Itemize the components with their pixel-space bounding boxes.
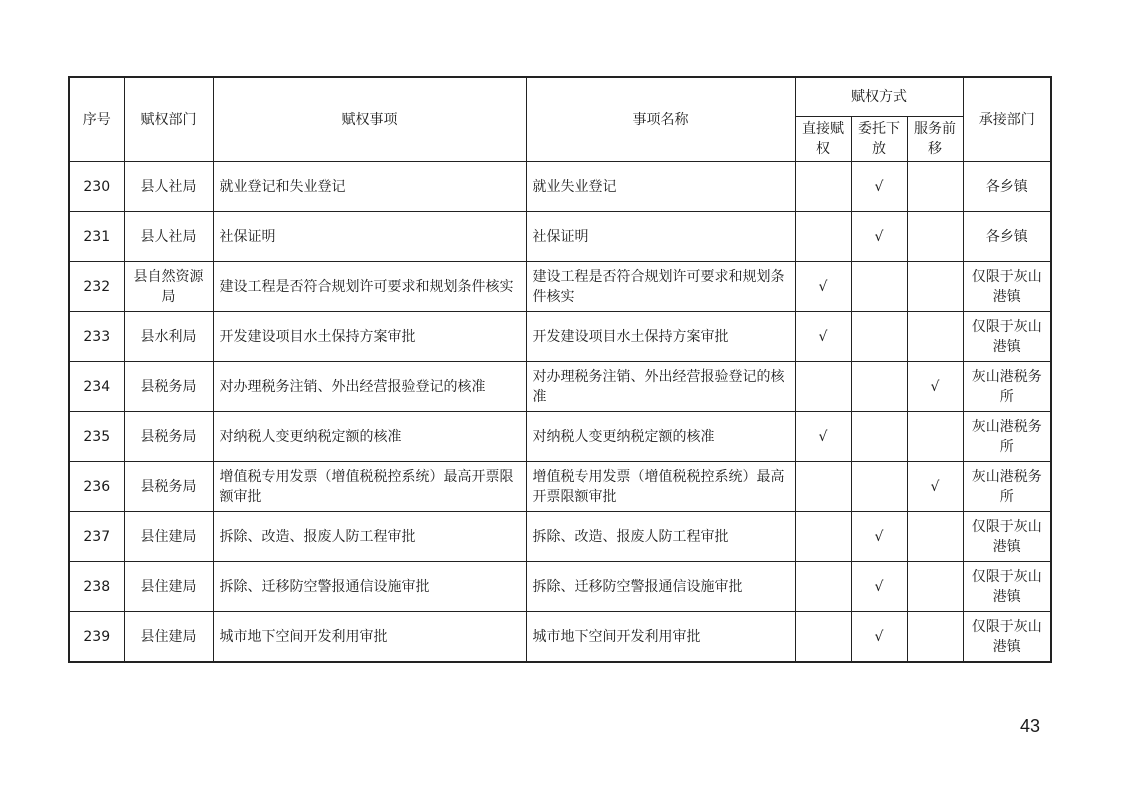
cell-receiver: 灰山港税务所: [963, 362, 1051, 412]
cell-dept: 县自然资源局: [124, 262, 213, 312]
cell-direct: [795, 562, 851, 612]
table-row: [69, 312, 1051, 362]
cell-name: 建设工程是否符合规划许可要求和规划条件核实: [526, 262, 795, 312]
cell-service: [907, 312, 963, 362]
cell-receiver: 灰山港税务所: [963, 462, 1051, 512]
cell-name: 城市地下空间开发利用审批: [526, 612, 795, 663]
cell-no: 230: [69, 162, 124, 212]
cell-entrust: [851, 312, 907, 362]
cell-name: 增值税专用发票（增值税税控系统）最高开票限额审批: [526, 462, 795, 512]
cell-direct: [795, 512, 851, 562]
table-row: [69, 262, 1051, 312]
cell-dept: 县税务局: [124, 412, 213, 462]
header-service: 服务前移: [907, 117, 963, 162]
table-row: [69, 212, 1051, 262]
cell-service: √: [907, 362, 963, 412]
cell-dept: 县住建局: [124, 612, 213, 663]
table-body: [69, 162, 1051, 663]
cell-entrust: √: [851, 562, 907, 612]
cell-service: [907, 562, 963, 612]
cell-dept: 县税务局: [124, 362, 213, 412]
cell-direct: [795, 362, 851, 412]
table-row: [69, 562, 1051, 612]
cell-no: 234: [69, 362, 124, 412]
cell-name: 对办理税务注销、外出经营报验登记的核准: [526, 362, 795, 412]
header-name: 事项名称: [526, 77, 795, 162]
cell-receiver: 各乡镇: [963, 162, 1051, 212]
cell-service: [907, 212, 963, 262]
header-dept: 赋权部门: [124, 77, 213, 162]
cell-item: 对纳税人变更纳税定额的核准: [213, 412, 526, 462]
cell-name: 开发建设项目水土保持方案审批: [526, 312, 795, 362]
cell-no: 233: [69, 312, 124, 362]
page-number: 43: [1020, 716, 1041, 736]
cell-receiver: 仅限于灰山港镇: [963, 562, 1051, 612]
cell-no: 231: [69, 212, 124, 262]
cell-item: 就业登记和失业登记: [213, 162, 526, 212]
cell-entrust: √: [851, 212, 907, 262]
table-row: [69, 412, 1051, 462]
cell-item: 城市地下空间开发利用审批: [213, 612, 526, 663]
cell-entrust: [851, 362, 907, 412]
cell-direct: √: [795, 412, 851, 462]
cell-service: √: [907, 462, 963, 512]
header-item: 赋权事项: [213, 77, 526, 162]
cell-receiver: 各乡镇: [963, 212, 1051, 262]
cell-direct: √: [795, 262, 851, 312]
cell-entrust: [851, 412, 907, 462]
cell-item: 社保证明: [213, 212, 526, 262]
cell-item: 对办理税务注销、外出经营报验登记的核准: [213, 362, 526, 412]
table-row: [69, 612, 1051, 663]
header-direct: 直接赋权: [795, 117, 851, 162]
cell-service: [907, 412, 963, 462]
cell-item: 增值税专用发票（增值税税控系统）最高开票限额审批: [213, 462, 526, 512]
cell-service: [907, 612, 963, 663]
cell-entrust: √: [851, 612, 907, 663]
cell-no: 236: [69, 462, 124, 512]
cell-direct: √: [795, 312, 851, 362]
cell-no: 232: [69, 262, 124, 312]
cell-entrust: [851, 262, 907, 312]
cell-name: 拆除、改造、报废人防工程审批: [526, 512, 795, 562]
cell-receiver: 仅限于灰山港镇: [963, 612, 1051, 663]
cell-direct: [795, 462, 851, 512]
cell-receiver: 灰山港税务所: [963, 412, 1051, 462]
cell-dept: 县水利局: [124, 312, 213, 362]
cell-no: 238: [69, 562, 124, 612]
cell-item: 拆除、改造、报废人防工程审批: [213, 512, 526, 562]
header-method: 赋权方式: [795, 77, 963, 117]
table-row: [69, 462, 1051, 512]
cell-service: [907, 512, 963, 562]
table-row: [69, 512, 1051, 562]
cell-receiver: 仅限于灰山港镇: [963, 312, 1051, 362]
cell-name: 拆除、迁移防空警报通信设施审批: [526, 562, 795, 612]
cell-direct: [795, 212, 851, 262]
cell-service: [907, 162, 963, 212]
cell-direct: [795, 612, 851, 663]
cell-item: 开发建设项目水土保持方案审批: [213, 312, 526, 362]
cell-name: 就业失业登记: [526, 162, 795, 212]
cell-dept: 县人社局: [124, 162, 213, 212]
cell-item: 拆除、迁移防空警报通信设施审批: [213, 562, 526, 612]
cell-dept: 县住建局: [124, 512, 213, 562]
cell-name: 社保证明: [526, 212, 795, 262]
header-receiver: 承接部门: [963, 77, 1051, 162]
cell-name: 对纳税人变更纳税定额的核准: [526, 412, 795, 462]
cell-no: 235: [69, 412, 124, 462]
cell-receiver: 仅限于灰山港镇: [963, 512, 1051, 562]
cell-service: [907, 262, 963, 312]
cell-no: 237: [69, 512, 124, 562]
cell-entrust: √: [851, 512, 907, 562]
cell-receiver: 仅限于灰山港镇: [963, 262, 1051, 312]
cell-item: 建设工程是否符合规划许可要求和规划条件核实: [213, 262, 526, 312]
cell-entrust: √: [851, 162, 907, 212]
table-row: [69, 362, 1051, 412]
cell-no: 239: [69, 612, 124, 663]
header-entrust: 委托下放: [851, 117, 907, 162]
cell-dept: 县住建局: [124, 562, 213, 612]
header-seq: 序号: [69, 77, 124, 162]
cell-dept: 县税务局: [124, 462, 213, 512]
cell-dept: 县人社局: [124, 212, 213, 262]
table-row: [69, 162, 1051, 212]
authorization-table: [68, 76, 1052, 663]
cell-direct: [795, 162, 851, 212]
cell-entrust: [851, 462, 907, 512]
